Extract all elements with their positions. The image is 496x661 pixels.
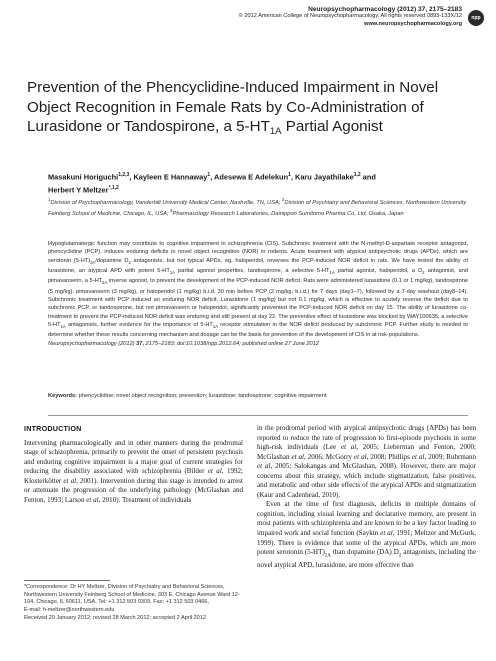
author-list: Masakuni Horiguchi$^{1,2,3}$, Kayleen E Hannaway$^1$, Adesewa E Adelekun$^1$, Karu Jayathilake$^{1,2}$ and Herbert Y Meltzer$^{*,1,2}$: [48, 172, 376, 195]
footnote: [24, 584, 243, 623]
intro-paragraph-2: Even at the time of first diagnosis, deficits in multiple domains of cognition, including visual learning and declarative memory, are present in most patients with schizophrenia and are known to be a key factor leading to impaired work and social function (Saykin et al, 1991; Meltzer and McGurk, 1999). There is evidence that some of the atypical APDs, which are more potent serotonin $(5-HT)_{2A}$ than dopamine (DA) $D_2$ antagonists, including the novel atypical APD, lurasidone, are more effective than: [257, 500, 476, 570]
body-column-right: [257, 424, 476, 571]
section-heading-introduction: INTRODUCTION: [24, 424, 82, 433]
footnote-divider: [24, 580, 110, 581]
affiliations: $^1$Division of Psychopharmacology, Vanderbilt University Medical Center, Nashville, TN, USA; $^2$Division of Psychiatry and Behavioral Sciences, Northwestern University Feinberg School of Medicine, Chicago, IL, USA; $^3$Pharmacology Research Laboratories, Dainippon Sumitomo Pharma Co, Ltd, Osaka, Japan: [48, 197, 467, 218]
keywords-text: phencyclidine; novel object recognition; prevention; lurasidone; tandospirone; cognitive impairment: [77, 393, 327, 399]
intro-paragraph-1: Intervening pharmacologically and in other manners during the prodromal stage of schizophrenia, primarily to prevent the onset of persistent psychosis and enduring cognitive impairment is a major goal of current strategies for reducing the disability associated with schizophrenia (Bilder et al, 1992; Klosterkötter et al, 2001). Intervention during this stage is intended to arrest or attenuate the progression of the underlying pathology (McGlashan and Fenton, 1993; Larson et al, 2010). Treatment of individuals: [24, 438, 244, 504]
abstract-body: Hypoglutamatergic function may contribute to cognitive impairment in schizophrenia (CIS). Subchronic treatment with the N-methyl-D-aspartate receptor antagonist, phencyclidine (PCP), induces enduring deficits in novel object recognition (NOR) in rodents. Acute treatment with atypical antipsychotic drugs (APDs), which are serotonin $(5-HT)_{2A}$/dopamine $D_2$ antagonists, but not typical APDs, eg, haloperidol, reverses the PCP-induced NOR deficit in rats. We have tested the ability of lurasidone, an atypical APD with potent $5-HT_{1A}$ partial agonist properties, tandospirone, a selective $5-HT_{1A}$ partial agonist, haloperidol, a $D_2$ antagonist, and pimavanserin, a $5-HT_{2A}$ inverse agonist, to prevent the development of the PCP-induced NOR deficit. Rats were administered lurasidone (0.1 or 1 mg/kg), tandospirone (5 mg/kg), pimavanserin (3 mg/kg), or haloperidol (1 mg/kg) b.i.d. 30 min before PCP (2 mg/kg, b.i.d.) for 7 days (day1–7), followed by a 7-day washout (day8–14). Subchronic treatment with PCP induced an enduring NOR deficit. Lurasidone (1 mg/kg) but not 0.1 mg/kg, which is effective to acutely reverse the deficit due to subchronic PCP, or tandospirone, but not pimavanserin or haloperidol, significantly prevented the PCP-induced NOR deficit on day 15. The ability of lurasidone co-treatment to prevent the PCP-induced NOR deficit was enduring and still present at day 22. The preventive effect of lurasidone was blocked by WAY100635, a selective $5-HT_{1A}$ antagonists, further evidence for the importance of $5-HT_{1A}$ receptor stimulation in the NOR deficit produced by subchronic PCP. Further study is needed to determine whether these results concerning mechanism and dosage can be the basis for prevention of the development of CIS in at risk-populations.: [48, 241, 469, 339]
correspondence: *Correspondence: Dr HY Meltzer, Division of Psychiatry and Behavioral Sciences, Northwestern University Feinberg School of Medicine, 303 E. Chicago Avenue Ward 12-104, Chicago, IL 60611, USA, Tel: +1 312 503 0309, Fax: +1 312 503 0466,: [24, 584, 240, 606]
section-divider: [48, 415, 468, 416]
article-title: Prevention of the Phencyclidine-Induced Impairment in Novel Object Recognition in Female Rats by Co-Administration of Lurasidone or Tandospirone, a 5-HT1A Partial Agonist: [27, 79, 439, 138]
received-dates: Received 20 January 2012; revised 28 March 2012; accepted 2 April 2012: [24, 614, 206, 621]
journal-citation: Neuropsychopharmacology (2012) 37, 2175–2183: [308, 6, 462, 13]
copyright-line: © 2012 American College of Neuropsychopharmacology. All rights reserved 0893-133X/12: [238, 13, 462, 20]
abstract: [48, 240, 468, 348]
keywords: [48, 392, 468, 400]
article-citation: Neuropsychopharmacology (2012) 37, 2175–2183; doi:10.1038/npp.2012.64; published online 27 June 2012: [48, 340, 319, 347]
journal-logo-icon: npp: [468, 10, 484, 26]
running-header: [239, 6, 462, 28]
keywords-label: Keywords:: [48, 393, 78, 399]
intro-paragraph-1-cont: in the prodromal period with atypical antipsychotic drugs (APDs) has been reported to reduce the rate of progression to first-episode psychosis in some high-risk individuals (Lee et al, 2005; Lieberman and Fenton, 2000; McGlashan et al, 2006; McGorry et al, 2008; Phillips et al, 2009; Ruhrmann et al, 2005; Salokangas and McGlashan, 2008). However, there are major concerns about this strategy, which include stigmatization, false positives, and metabolic and other side effects of the atypical APDs and stigmatization (Kaur and Cadenhead, 2010).: [257, 424, 476, 499]
journal-url[interactable]: www.neuropsychopharmacology.org: [364, 20, 462, 27]
email-link[interactable]: E-mail: h-meltzer@northwestern.edu: [24, 607, 115, 614]
body-column-left: [24, 424, 243, 505]
